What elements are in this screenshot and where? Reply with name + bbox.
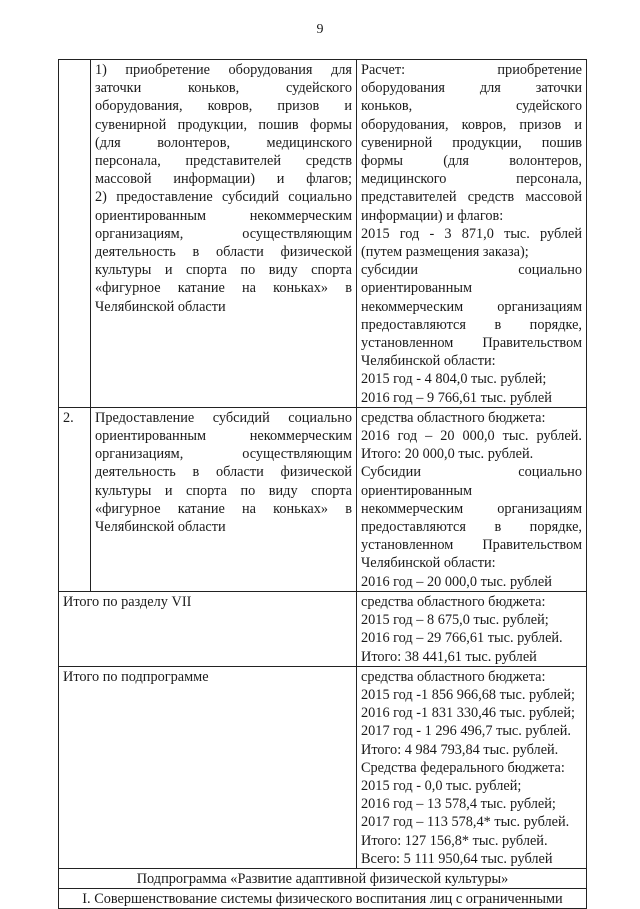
text-line: 2015 год -1 856 966,68 тыс. рублей;	[361, 686, 575, 703]
text-line: 2016 год – 20 000,0 тыс. рублей	[361, 573, 552, 590]
page-number: 9	[316, 22, 324, 37]
table-row	[59, 60, 587, 408]
text-line: формы (для волонтеров,	[361, 153, 582, 170]
text-line: субсидии социально	[361, 262, 582, 279]
text-line: культуры и спорта по виду спорта	[95, 482, 352, 499]
text-line: «фигурное катание на коньках» в	[95, 500, 352, 517]
subprogram-total-label: Итого по подпрограмме	[59, 666, 357, 868]
text-line: (для волонтеров, медицинского	[95, 134, 352, 151]
text-line: оборудования для заточки	[361, 80, 582, 97]
text-line: средства областного бюджета:	[361, 593, 546, 610]
text-line: Итого: 4 984 793,84 тыс. рублей.	[361, 741, 559, 758]
text-line: Челябинской области:	[361, 555, 496, 572]
activity-description	[91, 407, 357, 591]
text-line: Итого: 38 441,61 тыс. рублей	[361, 648, 537, 665]
text-line: Расчет: приобретение	[361, 62, 582, 78]
text-line: некоммерческим организациям	[361, 298, 582, 315]
text-line: некоммерческим организациям	[361, 500, 582, 517]
text-line: оборудования, ковров, призов и	[95, 98, 352, 115]
text-line: 1) приобретение оборудования для	[95, 62, 352, 78]
text-line: Итого: 20 000,0 тыс. рублей.	[361, 446, 534, 463]
text-line: установленном Правительством	[361, 335, 582, 352]
text-line: Челябинской области	[95, 298, 226, 315]
subprogram-total-row	[59, 666, 587, 868]
text-line: предоставляются в порядке,	[361, 316, 582, 333]
subprogram-heading-row	[59, 868, 587, 888]
text-line: предоставляются в порядке,	[361, 519, 582, 536]
text-line: 2017 год – 113 578,4* тыс. рублей.	[361, 814, 570, 831]
text-line: массовой информации) и флагов;	[95, 171, 352, 188]
section-heading: I. Совершенствование системы физического воспитания лиц с ограниченными	[59, 889, 587, 909]
text-line: Предоставление субсидий социально	[95, 409, 352, 426]
text-line: организациям, осуществляющим	[95, 446, 352, 463]
text-line: установленном Правительством	[361, 537, 582, 554]
funding-details	[357, 407, 587, 591]
text-line: ориентированным некоммерческим	[95, 428, 352, 445]
text-line: 2015 год – 8 675,0 тыс. рублей;	[361, 612, 549, 629]
text-line: 2016 год – 9 766,61 тыс. рублей	[361, 389, 552, 406]
text-line: Итого: 127 156,8* тыс. рублей.	[361, 832, 548, 849]
text-line: культуры и спорта по виду спорта	[95, 262, 352, 279]
text-line: медицинского персонала,	[361, 171, 582, 188]
text-line: Челябинской области	[95, 519, 226, 536]
subprogram-total-funding	[357, 666, 587, 868]
text-line: Челябинской области:	[361, 353, 496, 370]
text-line: коньков, судейского	[361, 98, 582, 115]
section-total-label: Итого по разделу VII	[59, 591, 357, 666]
text-line: ориентированным	[361, 482, 473, 499]
text-line: сувенирной продукции, пошив формы	[95, 116, 352, 133]
text-line: (путем размещения заказа);	[361, 244, 529, 261]
section-total-row	[59, 591, 587, 666]
activity-description	[91, 60, 357, 408]
text-line: 2015 год - 0,0 тыс. рублей;	[361, 777, 522, 794]
text-line: деятельность в области физической	[95, 244, 352, 261]
text-line: организациям, осуществляющим	[95, 225, 352, 242]
table-row	[59, 407, 587, 591]
text-line: 2016 год – 29 766,61 тыс. рублей.	[361, 630, 563, 647]
text-line: сувенирной продукции, пошив	[361, 134, 582, 151]
text-line: ориентированным некоммерческим	[95, 207, 352, 224]
row-number	[59, 60, 91, 408]
text-line: 2016 год -1 831 330,46 тыс. рублей;	[361, 705, 575, 722]
text-line: информации) и флагов:	[361, 207, 504, 224]
text-line: 2) предоставление субсидий социально	[95, 189, 352, 206]
text-line: заточки коньков, судейского	[95, 80, 352, 97]
row-number: 2.	[59, 407, 91, 591]
subprogram-heading: Подпрограмма «Развитие адаптивной физической культуры»	[59, 868, 587, 888]
text-line: 2016 год – 13 578,4 тыс. рублей;	[361, 796, 556, 813]
funding-details	[357, 60, 587, 408]
section-heading-row	[59, 889, 587, 909]
text-line: 2015 год - 4 804,0 тыс. рублей;	[361, 371, 547, 388]
section-total-funding	[357, 591, 587, 666]
text-line: персонала, представителей средств	[95, 153, 352, 170]
text-line: Средства федерального бюджета:	[361, 759, 565, 776]
text-line: оборудования, ковров, призов и	[361, 116, 582, 133]
text-line: Всего: 5 111 950,64 тыс. рублей	[361, 850, 553, 867]
text-line: деятельность в области физической	[95, 464, 352, 481]
program-activities-table	[58, 59, 587, 909]
text-line: представителей средств массовой	[361, 189, 582, 206]
text-line: ориентированным	[361, 280, 473, 297]
text-line: Субсидии социально	[361, 464, 582, 481]
text-line: 2016 год – 20 000,0 тыс. рублей.	[361, 428, 582, 445]
text-line: средства областного бюджета:	[361, 409, 546, 426]
text-line: средства областного бюджета:	[361, 668, 546, 685]
text-line: 2015 год - 3 871,0 тыс. рублей	[361, 225, 582, 242]
text-line: 2017 год - 1 296 496,7 тыс. рублей.	[361, 723, 571, 740]
text-line: «фигурное катание на коньках» в	[95, 280, 352, 297]
